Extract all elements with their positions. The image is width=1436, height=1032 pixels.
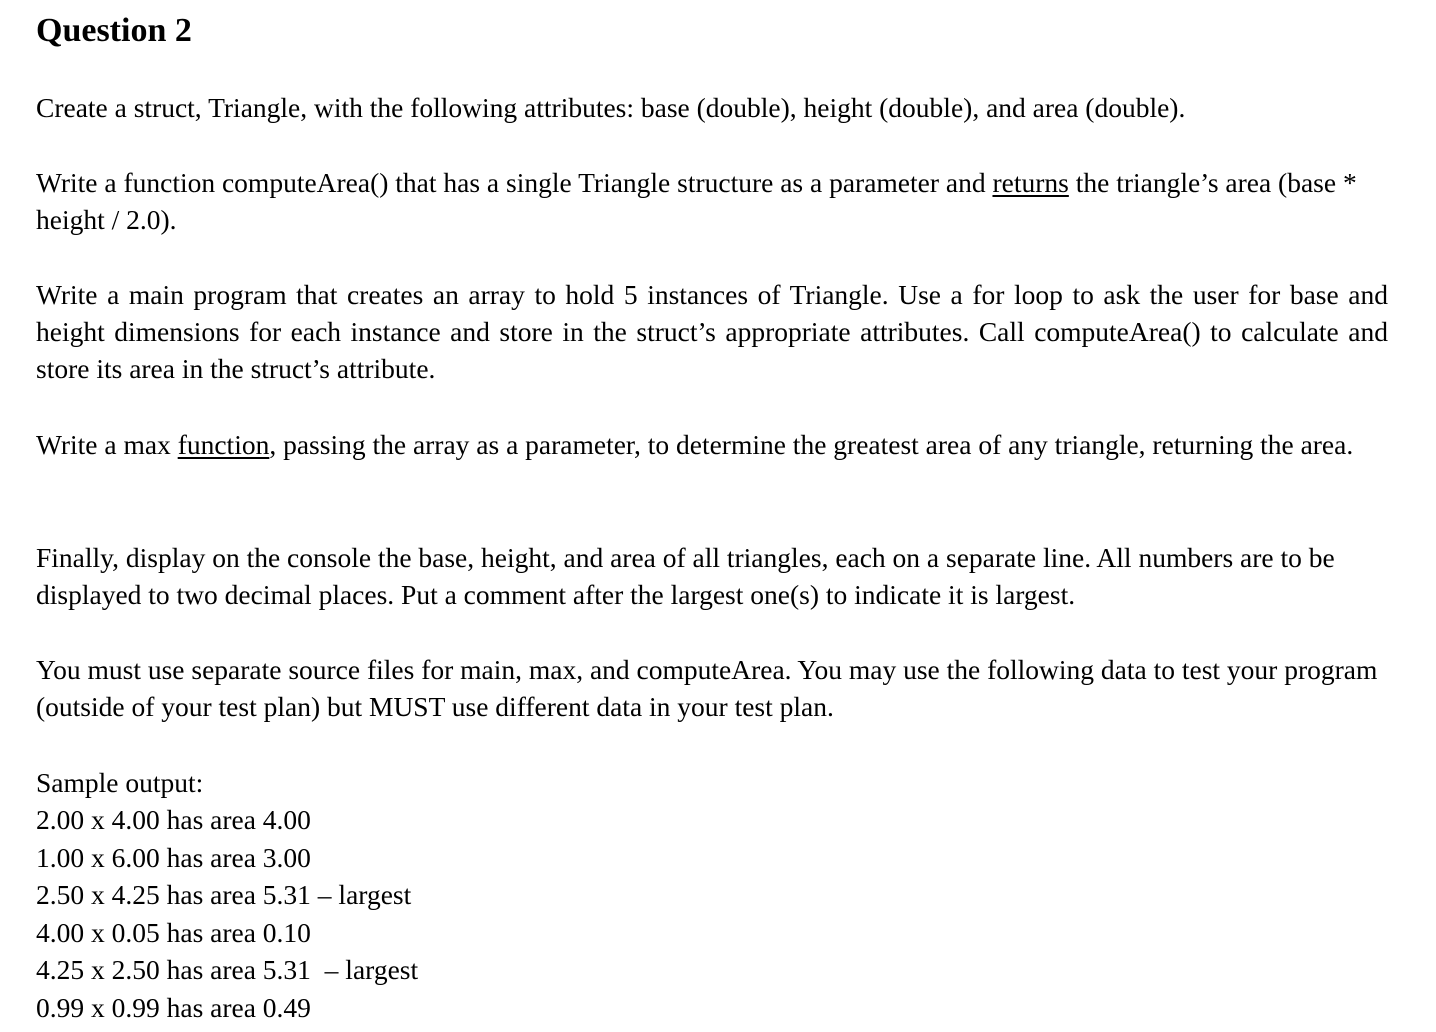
paragraph-max-function-text-end: , passing the array as a parameter, to determine the greatest area of any triangle, returning the area. xyxy=(269,429,1354,460)
paragraph-struct-definition: Create a struct, Triangle, with the following attributes: base (double), height (double), and area (double). xyxy=(36,92,1186,123)
sample-output-line: 4.00 x 0.05 has area 0.10 xyxy=(36,917,311,948)
paragraph-max-function xyxy=(36,426,1388,463)
paragraph-display: Finally, display on the console the base, height, and area of all triangles, each on a separate line. All numbers are to be displayed to two decimal places. Put a comment after the largest one(s) to indicate it is largest. xyxy=(36,542,1335,610)
sample-output-line: 4.25 x 2.50 has area 5.31 – largest xyxy=(36,954,419,985)
sample-output-line: 0.99 x 0.99 has area 0.49 xyxy=(36,992,311,1023)
paragraph-max-function-text-start: Write a max xyxy=(36,429,178,460)
paragraph-compute-area xyxy=(36,164,1388,238)
paragraph-source-files: You must use separate source files for main, max, and computeArea. You may use the following data to test your program (outside of your test plan) but MUST use different data in your test plan. xyxy=(36,654,1378,722)
sample-output-heading: Sample output: xyxy=(36,767,204,798)
sample-output-line: 2.00 x 4.00 has area 4.00 xyxy=(36,804,311,835)
paragraph-compute-area-text-end: the triangle’s area (base * height / 2.0). xyxy=(36,167,1357,235)
question-title: Question 2 xyxy=(36,12,192,49)
sample-output-line: 2.50 x 4.25 has area 5.31 – largest xyxy=(36,879,412,910)
underlined-returns: returns xyxy=(992,167,1069,198)
sample-output-line: 1.00 x 6.00 has area 3.00 xyxy=(36,842,311,873)
underlined-function: function xyxy=(177,429,270,460)
paragraph-main-program: Write a main program that creates an array to hold 5 instances of Triangle. Use a for loop to ask the user for base and height dimensions for each instance and store in the struct’s appropriate attributes. Call computeArea() to calculate and store its area in the struct’s attribute. xyxy=(36,279,1388,384)
paragraph-compute-area-text-start: Write a function computeArea() that has a single Triangle structure as a parameter and xyxy=(36,167,993,198)
